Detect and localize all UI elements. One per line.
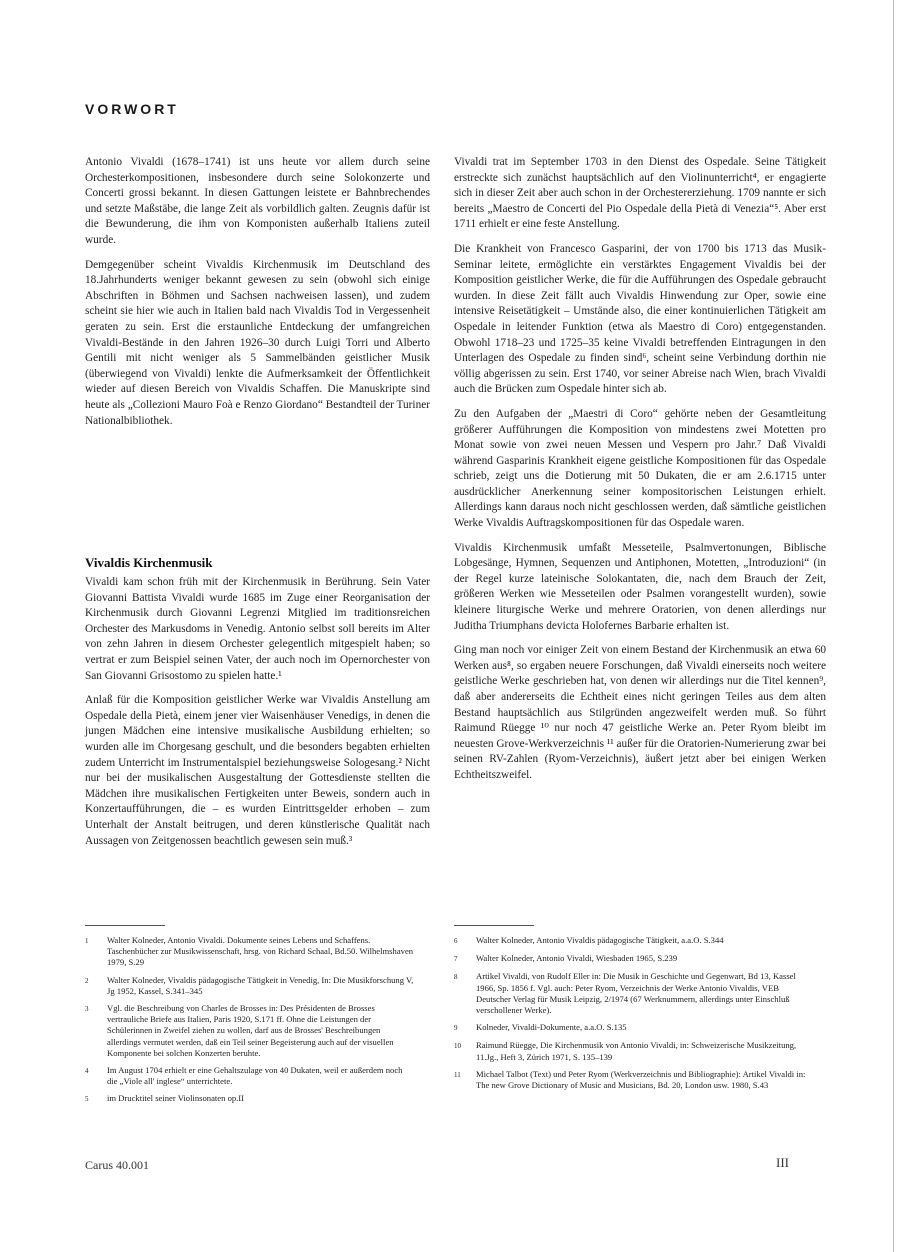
right-column (454, 155, 826, 784)
paragraph: Anlaß für die Komposition geistlicher Werke war Vivaldis Anstellung am Ospedale della Pietà, einem jener vier Waisenhäuser Venedigs, in denen die jungen Mädchen eine intensive musikalische Ausbildung erhielten; so wurden alle im Chorgesang geschult, und die besonders begabten erhielten zudem Unterricht im Instrumentalspiel beziehungsweise Sologesang.² Nicht nur bei der musikalischen Ausgestaltung der Gottesdienste stellten die Mädchen ihre musikalischen Fertigkeiten unter Beweis, sondern auch in Konzertaufführungen, die – es wurden Eintrittsgelder erhoben – zum Unterhalt der Anstalt beitrugen, und deren künstlerische Qualität nach Aussagen von Zeitgenossen beachtlich gewesen sein muß.³ (85, 694, 430, 847)
footnote-text: im Drucktitel seiner Violinsonaten op.II (107, 1093, 245, 1104)
footnote (454, 971, 814, 1016)
footnote-number: 8 (454, 973, 458, 982)
paragraph: Vivaldi kam schon früh mit der Kirchenmusik in Berührung. Sein Vater Giovanni Battista Vivaldi wurde 1685 im Zuge einer Reorganisation der Kirchenmusik durch Giovanni Legrenzi Mitglied im traditionsreichen Orchester des Markusdoms in Venedig. Antonio selbst soll bereits im Alter von zehn Jahren in diesem Orchester gelegentlich mitgespielt haben; so vertrat er zum Beispiel seinen Vater, der auch noch im Opernorchester von San Giovanni Grisostomo zu spielen hatte.¹ (85, 576, 430, 682)
footnote (85, 1093, 415, 1105)
paragraph: Ging man noch vor einiger Zeit von einem Bestand der Kirchenmusik an etwa 60 Werken aus⁸, so ergaben neuere Forschungen, daß Vivaldi einerseits noch weitere geistliche Werke geschrieben hat, von denen wir allerdings nur die Titel kennen⁹, daß aber andererseits die Echtheit eines nicht geringen Teiles aus dem alten Bestand hauptsächlich aus Stilgründen angezweifelt werden muß. So führt Raimund Rüegge ¹⁰ nur noch 47 geistliche Werke an. Peter Ryom bleibt im neuesten Grove-Werkverzeichnis ¹¹ außer für die Oratorien-Numerierung zwar bei seinen RV-Zahlen (Ryom-Verzeichnis), äußert jetzt aber bei einigen Werken Echtheitszweifel. (454, 644, 826, 781)
footnote-number: 11 (454, 1070, 461, 1079)
footnote (85, 1003, 415, 1059)
footnote-rule-right (454, 925, 534, 926)
paragraph: Vivaldi trat im September 1703 in den Dienst des Ospedale. Seine Tätigkeit erstreckte sich zunächst hauptsächlich auf den Violinunterricht⁴, er engagierte sich in dieser Zeit aber auch schon in der Orchestererziehung. 1709 nannte er sich bereits „Maestro de Concerti del Pio Ospedale della Pietà di Venezia“⁵. Aber erst 1711 erhielt er eine feste Anstellung. (454, 156, 826, 231)
footnote-rule-left (85, 925, 165, 926)
page-heading: VORWORT (85, 101, 179, 117)
footnote (85, 975, 415, 997)
footnote (85, 935, 415, 969)
footnote-number: 7 (454, 955, 458, 964)
footnote-number: 10 (454, 1042, 461, 1051)
footnote-text: Walter Kolneder, Antonio Vivaldi. Dokumente seines Lebens und Schaffens. Taschenbücher zur Musikwissenschaft, hrsg. von Richard Schaal, Bd.50. Wilhelmshaven 1979, S.29 (107, 935, 414, 968)
footnote-text: Michael Talbot (Text) und Peter Ryom (Werkverzeichnis und Bibliographie): Artikel Vivaldi in: The new Grove Dictionary of Music and Musicians, Bd. 20, London usw. 1980, S.43 (476, 1068, 806, 1091)
paragraph: Demgegenüber scheint Vivaldis Kirchenmusik im Deutschland des 18.Jahrhunderts weniger bekannt gewesen zu sein (obwohl sich einige Abschriften in Böhmen und Sachsen nachweisen lassen), und zudem scheint sie hier wie auch in Italien bald nach Vivaldis Tod in Vergessenheit geraten zu sein. Erst die erstaunliche Entdeckung der umfangreichen Vivaldi-Bestände in den Jahren 1926–30 durch Luigi Torri und Alberto Gentili mit nicht weniger als 5 Sammelbänden geistlicher Musik (überwiegend von Vivaldi) lenkte die Aufmerksamkeit der Öffentlichkeit wieder auf diesen Bereich von Vivaldis Schaffen. Die Manuskripte sind heute als „Collezioni Mauro Foà e Renzo Giordano“ Bestandteil der Turiner Nationalbibliothek. (85, 258, 430, 427)
footnote-number: 4 (85, 1067, 89, 1076)
footnote-number: 9 (454, 1024, 458, 1033)
footnote-text: Walter Kolneder, Vivaldis pädagogische Tätigkeit in Venedig, In: Die Musikforschung V, Jg 1952, Kassel, S.341–345 (107, 974, 414, 996)
footnote (454, 935, 814, 947)
footnote (454, 1069, 814, 1091)
footnote-number: 3 (85, 1005, 89, 1014)
footnote (454, 1022, 814, 1034)
paragraph: Zu den Aufgaben der „Maestri di Coro“ gehörte neben der Gesamtleitung größerer Aufführungen die Komposition von mindestens zwei Motetten pro Monat sowie von zwei neuen Messen und Vespern pro Jahr.⁷ Daß Vivaldi während Gasparinis Krankheit eigene geistliche Kompositionen für das Ospedale schrieb, zeigt uns die Dotierung mit 50 Dukaten, die er am 2.6.1715 unter ausdrücklicher Anerkennung seiner kompositorischen Leistungen erhielt. Allerdings kann daraus noch nicht geschlossen werden, daß sämtliche geistlichen Werke Vivaldis Auftragskompositionen für das Ospedale waren. (454, 407, 826, 530)
section-title: Vivaldis Kirchenmusik (85, 555, 213, 570)
paragraph: Die Krankheit von Francesco Gasparini, der von 1700 bis 1713 das Musik-Seminar leitete, ermöglichte ein verstärktes Engagement Vivaldis bei der Komposition geistlicher Werke, die für die Aufführungen des Ospedale gebraucht wurden. In diese Zeit fällt auch Vivaldis Hinwendung zur Oper, sowie eine intensive Reisetätigkeit – Umstände also, die einer kontinuierlichen Tätigkeit am Ospedale in leitender Funktion (etwa als Maestro di Coro) entgegenstanden. Obwohl 1718–23 und 1725–35 keine Vivaldi betreffenden Eintragungen in den Unterlagen des Ospedale zu finden sind⁶, scheint seine Verbindung dorthin nie völlig abgerissen zu sein. Erst 1740, vor seiner Abreise nach Wien, brach Vivaldi auch die Brücken zum Ospedale hinter sich ab. (454, 242, 826, 396)
left-column-section (85, 575, 430, 849)
footnote-number: 2 (85, 976, 89, 985)
footnotes-right (454, 935, 814, 1097)
footnote-text: Im August 1704 erhielt er eine Gehaltszulage von 40 Dukaten, weil er außerdem noch die „Viole all' inglese“ unterrichtete. (107, 1065, 403, 1087)
footnote-text: Artikel Vivaldi, von Rudolf Eller in: Die Musik in Geschichte und Gegenwart, Bd 13, Kassel 1966, Sp. 1856 f. Vgl. auch: Peter Ryom, Verzeichnis der Werke Antonio Vivaldis, VEB Deutscher Verlag für Musik Leipzig, 2/1974 (67 Werknummern, allerdings unter Einschluß verschollener Werke). (476, 971, 796, 1016)
footnote (454, 953, 814, 965)
page-number: III (776, 1155, 789, 1170)
footnote-number: 5 (85, 1095, 89, 1104)
footnote (85, 1065, 415, 1087)
paragraph: Antonio Vivaldi (1678–1741) ist uns heute vor allem durch seine Orchesterkompositionen, insbesondere durch seine Solokonzerte und Concerti grossi bekannt. In diesen Gattungen leistete er Bahnbrechendes und setzte Maßstäbe, die lange Zeit als vorbildlich galten. Zeugnis dafür ist die Bewunderung, die ihm von Komponisten außerhalb Italiens zuteil wurde. (85, 156, 430, 246)
left-column-intro (85, 155, 430, 429)
page-edge-line (893, 0, 894, 1252)
paragraph: Vivaldis Kirchenmusik umfaßt Messeteile, Psalmvertonungen, Biblische Lobgesänge, Hymnen, Sequenzen und Antiphonen, Motetten, „Introduzioni“ (in der Regel kurze lateinische Solokantaten, die, nach dem Brauch der Zeit, größeren Werken wie Messeteilen oder Psalmen vorangestellt wurden), sowie kleinere liturgische Werke und mehrere Oratorien, von denen allerdings nur Juditha Triumphans devicta Holofernes Barbarie erhalten ist. (454, 541, 826, 632)
footnotes-left (85, 935, 415, 1112)
footnote-text: Walter Kolneder, Antonio Vivaldis pädagogische Tätigkeit, a.a.O. S.344 (476, 935, 724, 945)
footnote-text: Raimund Rüegge, Die Kirchenmusik von Antonio Vivaldi, in: Schweizerische Musikzeitung, 11.Jg., Heft 3, Zürich 1971, S. 135–139 (476, 1040, 797, 1062)
publisher-catalog-number: Carus 40.001 (85, 1158, 149, 1172)
footnote-text: Kolneder, Vivaldi-Dokumente, a.a.O. S.135 (476, 1022, 627, 1033)
footnote-number: 6 (454, 937, 458, 945)
footnote (454, 1040, 814, 1062)
footnote-text: Vgl. die Beschreibung von Charles de Brosses in: Des Présidenten de Brosses vertrauliche Briefe aus Italien, Paris 1920, S.171 ff. Ohne die Leistungen der Schülerinnen in Zweifel ziehen zu wollen, darf aus de Brosses' Beschreibungen allerdings vermutet werden, daß ein Teil seiner Begeisterung auch auf der visuellen Komponente bei solchen Konzerten beruhte. (107, 1003, 394, 1058)
footnote-text: Walter Kolneder, Antonio Vivaldi, Wiesbaden 1965, S.239 (476, 953, 678, 964)
footnote-number: 1 (85, 937, 89, 945)
